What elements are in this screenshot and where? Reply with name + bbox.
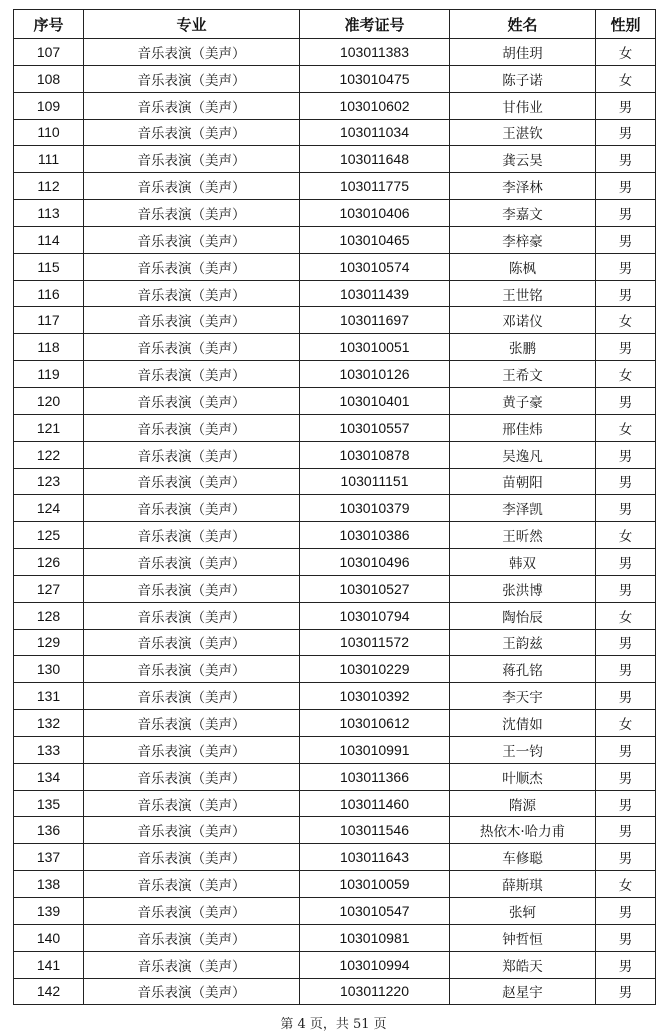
cell-name: 韩双 (450, 549, 596, 576)
cell-exam-id: 103010574 (300, 253, 450, 280)
cell-exam-id: 103010794 (300, 602, 450, 629)
table-row (14, 898, 656, 925)
cell-exam-id: 103011034 (300, 119, 450, 146)
cell-exam-id: 103011648 (300, 146, 450, 173)
cell-exam-id: 103010386 (300, 522, 450, 549)
cell-exam-id: 103010465 (300, 226, 450, 253)
cell-major: 音乐表演（美声） (84, 817, 300, 844)
cell-exam-id: 103010401 (300, 387, 450, 414)
cell-name: 王昕然 (450, 522, 596, 549)
cell-major: 音乐表演（美声） (84, 173, 300, 200)
cell-name: 苗朝阳 (450, 468, 596, 495)
cell-name: 吴逸凡 (450, 441, 596, 468)
cell-exam-id: 103011643 (300, 844, 450, 871)
table-row (14, 387, 656, 414)
cell-exam-id: 103010392 (300, 683, 450, 710)
cell-exam-id: 103011460 (300, 790, 450, 817)
cell-gender: 女 (596, 39, 656, 66)
cell-gender: 男 (596, 844, 656, 871)
cell-major: 音乐表演（美声） (84, 39, 300, 66)
cell-serial: 140 (14, 924, 84, 951)
cell-name: 热依木·哈力甫 (450, 817, 596, 844)
cell-serial: 134 (14, 763, 84, 790)
cell-gender: 女 (596, 710, 656, 737)
cell-name: 黄子豪 (450, 387, 596, 414)
cell-major: 音乐表演（美声） (84, 361, 300, 388)
table-row (14, 39, 656, 66)
cell-major: 音乐表演（美声） (84, 200, 300, 227)
cell-serial: 138 (14, 871, 84, 898)
cell-gender: 男 (596, 683, 656, 710)
cell-serial: 119 (14, 361, 84, 388)
cell-major: 音乐表演（美声） (84, 334, 300, 361)
cell-gender: 男 (596, 629, 656, 656)
cell-exam-id: 103011151 (300, 468, 450, 495)
cell-name: 张鹏 (450, 334, 596, 361)
cell-gender: 男 (596, 898, 656, 925)
cell-major: 音乐表演（美声） (84, 307, 300, 334)
table-body (14, 39, 656, 1005)
cell-serial: 127 (14, 575, 84, 602)
cell-gender: 女 (596, 65, 656, 92)
cell-major: 音乐表演（美声） (84, 414, 300, 441)
cell-exam-id: 103011366 (300, 763, 450, 790)
cell-exam-id: 103011572 (300, 629, 450, 656)
cell-major: 音乐表演（美声） (84, 790, 300, 817)
table-row (14, 173, 656, 200)
table-row (14, 790, 656, 817)
cell-gender: 女 (596, 871, 656, 898)
cell-name: 沈倩如 (450, 710, 596, 737)
table-row (14, 200, 656, 227)
table-row (14, 629, 656, 656)
cell-gender: 男 (596, 200, 656, 227)
cell-name: 隋源 (450, 790, 596, 817)
cell-major: 音乐表演（美声） (84, 468, 300, 495)
cell-major: 音乐表演（美声） (84, 683, 300, 710)
cell-serial: 124 (14, 495, 84, 522)
cell-serial: 107 (14, 39, 84, 66)
table-row (14, 307, 656, 334)
cell-serial: 115 (14, 253, 84, 280)
cell-name: 郑皓天 (450, 951, 596, 978)
cell-gender: 男 (596, 736, 656, 763)
cell-serial: 126 (14, 549, 84, 576)
table-header-row (14, 10, 656, 39)
cell-exam-id: 103010229 (300, 656, 450, 683)
table-row (14, 978, 656, 1005)
cell-major: 音乐表演（美声） (84, 65, 300, 92)
table-row (14, 602, 656, 629)
cell-major: 音乐表演（美声） (84, 549, 300, 576)
cell-major: 音乐表演（美声） (84, 575, 300, 602)
cell-name: 钟哲恒 (450, 924, 596, 951)
cell-serial: 108 (14, 65, 84, 92)
table-row (14, 924, 656, 951)
cell-name: 李天宇 (450, 683, 596, 710)
table-row (14, 414, 656, 441)
cell-name: 赵星宇 (450, 978, 596, 1005)
cell-exam-id: 103010547 (300, 898, 450, 925)
cell-name: 李泽林 (450, 173, 596, 200)
cell-name: 李梓豪 (450, 226, 596, 253)
cell-major: 音乐表演（美声） (84, 763, 300, 790)
cell-gender: 男 (596, 387, 656, 414)
cell-name: 胡佳玥 (450, 39, 596, 66)
cell-exam-id: 103010612 (300, 710, 450, 737)
cell-serial: 111 (14, 146, 84, 173)
cell-exam-id: 103010059 (300, 871, 450, 898)
cell-gender: 男 (596, 656, 656, 683)
table-row (14, 334, 656, 361)
cell-serial: 128 (14, 602, 84, 629)
table-row (14, 146, 656, 173)
cell-gender: 男 (596, 978, 656, 1005)
cell-name: 陈枫 (450, 253, 596, 280)
cell-gender: 男 (596, 92, 656, 119)
cell-major: 音乐表演（美声） (84, 119, 300, 146)
cell-serial: 117 (14, 307, 84, 334)
cell-major: 音乐表演（美声） (84, 710, 300, 737)
cell-name: 王湛钦 (450, 119, 596, 146)
cell-major: 音乐表演（美声） (84, 736, 300, 763)
header-gender: 性别 (596, 10, 656, 39)
cell-exam-id: 103010496 (300, 549, 450, 576)
cell-major: 音乐表演（美声） (84, 522, 300, 549)
cell-serial: 123 (14, 468, 84, 495)
cell-gender: 女 (596, 522, 656, 549)
cell-exam-id: 103011220 (300, 978, 450, 1005)
table-row (14, 763, 656, 790)
cell-major: 音乐表演（美声） (84, 387, 300, 414)
cell-exam-id: 103010475 (300, 65, 450, 92)
table-row (14, 226, 656, 253)
cell-exam-id: 103011697 (300, 307, 450, 334)
table-row (14, 736, 656, 763)
cell-gender: 男 (596, 817, 656, 844)
table-row (14, 495, 656, 522)
cell-name: 车修聪 (450, 844, 596, 871)
cell-exam-id: 103010557 (300, 414, 450, 441)
cell-exam-id: 103011383 (300, 39, 450, 66)
cell-exam-id: 103010878 (300, 441, 450, 468)
table-row (14, 710, 656, 737)
cell-major: 音乐表演（美声） (84, 898, 300, 925)
cell-serial: 136 (14, 817, 84, 844)
table-row (14, 468, 656, 495)
cell-name: 甘伟业 (450, 92, 596, 119)
cell-name: 邢佳炜 (450, 414, 596, 441)
table-row (14, 951, 656, 978)
cell-major: 音乐表演（美声） (84, 280, 300, 307)
table-row (14, 817, 656, 844)
cell-gender: 男 (596, 924, 656, 951)
table-row (14, 871, 656, 898)
table-row (14, 361, 656, 388)
cell-gender: 男 (596, 280, 656, 307)
cell-gender: 男 (596, 575, 656, 602)
admission-list-table (13, 9, 656, 1005)
cell-name: 王希文 (450, 361, 596, 388)
cell-major: 音乐表演（美声） (84, 951, 300, 978)
cell-major: 音乐表演（美声） (84, 441, 300, 468)
cell-serial: 142 (14, 978, 84, 1005)
cell-serial: 130 (14, 656, 84, 683)
cell-serial: 125 (14, 522, 84, 549)
cell-exam-id: 103010602 (300, 92, 450, 119)
header-exam-id: 准考证号 (300, 10, 450, 39)
cell-gender: 男 (596, 119, 656, 146)
cell-serial: 122 (14, 441, 84, 468)
cell-gender: 女 (596, 602, 656, 629)
cell-name: 王一钧 (450, 736, 596, 763)
cell-exam-id: 103011775 (300, 173, 450, 200)
cell-gender: 男 (596, 334, 656, 361)
cell-major: 音乐表演（美声） (84, 146, 300, 173)
cell-serial: 129 (14, 629, 84, 656)
page-number-footer: 第 4 页，共 51 页 (280, 1017, 387, 1032)
cell-serial: 118 (14, 334, 84, 361)
table-row (14, 65, 656, 92)
cell-major: 音乐表演（美声） (84, 924, 300, 951)
cell-name: 李泽凯 (450, 495, 596, 522)
table-row (14, 683, 656, 710)
table-row (14, 92, 656, 119)
table-row (14, 441, 656, 468)
cell-major: 音乐表演（美声） (84, 844, 300, 871)
cell-name: 薛斯琪 (450, 871, 596, 898)
cell-name: 蒋孔铭 (450, 656, 596, 683)
cell-exam-id: 103010379 (300, 495, 450, 522)
cell-name: 叶顺杰 (450, 763, 596, 790)
cell-gender: 男 (596, 790, 656, 817)
cell-name: 王韵兹 (450, 629, 596, 656)
cell-major: 音乐表演（美声） (84, 629, 300, 656)
cell-gender: 男 (596, 146, 656, 173)
cell-exam-id: 103010527 (300, 575, 450, 602)
cell-exam-id: 103010406 (300, 200, 450, 227)
header-name: 姓名 (450, 10, 596, 39)
cell-serial: 121 (14, 414, 84, 441)
cell-major: 音乐表演（美声） (84, 602, 300, 629)
cell-serial: 114 (14, 226, 84, 253)
header-major: 专业 (84, 10, 300, 39)
cell-gender: 女 (596, 307, 656, 334)
cell-name: 张洪博 (450, 575, 596, 602)
cell-major: 音乐表演（美声） (84, 226, 300, 253)
cell-serial: 116 (14, 280, 84, 307)
cell-exam-id: 103010991 (300, 736, 450, 763)
cell-gender: 女 (596, 361, 656, 388)
cell-gender: 女 (596, 414, 656, 441)
cell-name: 龚云昊 (450, 146, 596, 173)
cell-serial: 132 (14, 710, 84, 737)
cell-serial: 141 (14, 951, 84, 978)
table-row (14, 656, 656, 683)
cell-serial: 137 (14, 844, 84, 871)
cell-name: 陈子诺 (450, 65, 596, 92)
cell-serial: 139 (14, 898, 84, 925)
cell-gender: 男 (596, 549, 656, 576)
table-row (14, 844, 656, 871)
cell-major: 音乐表演（美声） (84, 871, 300, 898)
cell-exam-id: 103010126 (300, 361, 450, 388)
cell-gender: 男 (596, 173, 656, 200)
table-row (14, 280, 656, 307)
table-row (14, 575, 656, 602)
cell-exam-id: 103011439 (300, 280, 450, 307)
cell-exam-id: 103010051 (300, 334, 450, 361)
cell-serial: 110 (14, 119, 84, 146)
cell-gender: 男 (596, 253, 656, 280)
cell-major: 音乐表演（美声） (84, 656, 300, 683)
cell-major: 音乐表演（美声） (84, 978, 300, 1005)
table-row (14, 253, 656, 280)
cell-serial: 135 (14, 790, 84, 817)
cell-name: 邓诺仪 (450, 307, 596, 334)
cell-serial: 120 (14, 387, 84, 414)
table-row (14, 549, 656, 576)
cell-gender: 男 (596, 468, 656, 495)
cell-exam-id: 103010981 (300, 924, 450, 951)
cell-name: 李嘉文 (450, 200, 596, 227)
cell-gender: 男 (596, 226, 656, 253)
cell-serial: 131 (14, 683, 84, 710)
cell-serial: 133 (14, 736, 84, 763)
cell-major: 音乐表演（美声） (84, 253, 300, 280)
cell-gender: 男 (596, 441, 656, 468)
cell-major: 音乐表演（美声） (84, 92, 300, 119)
table-row (14, 119, 656, 146)
cell-exam-id: 103010994 (300, 951, 450, 978)
cell-serial: 112 (14, 173, 84, 200)
cell-gender: 男 (596, 951, 656, 978)
cell-name: 陶怡辰 (450, 602, 596, 629)
table-row (14, 522, 656, 549)
cell-serial: 109 (14, 92, 84, 119)
cell-exam-id: 103011546 (300, 817, 450, 844)
header-serial: 序号 (14, 10, 84, 39)
cell-name: 王世铭 (450, 280, 596, 307)
cell-serial: 113 (14, 200, 84, 227)
cell-gender: 男 (596, 763, 656, 790)
cell-gender: 男 (596, 495, 656, 522)
cell-major: 音乐表演（美声） (84, 495, 300, 522)
cell-name: 张轲 (450, 898, 596, 925)
